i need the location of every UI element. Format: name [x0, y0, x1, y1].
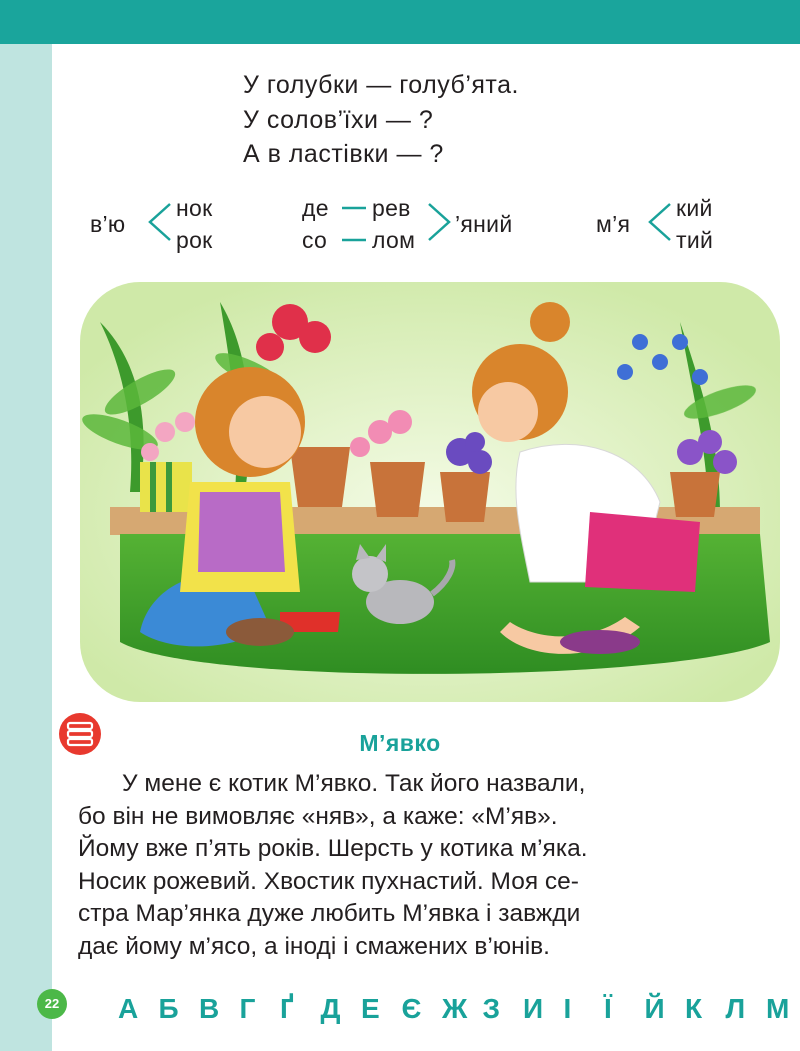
alphabet-letter: Ж	[442, 993, 468, 1024]
word-building-exercise	[0, 190, 800, 260]
branch-bracket-icon	[646, 200, 676, 244]
syllable-ending: тий	[676, 227, 714, 253]
syllable-suffix: ’яний	[455, 211, 513, 237]
alphabet-letter: В	[199, 993, 220, 1024]
syllable-ending: рок	[176, 227, 213, 253]
alphabet-letter: Д	[320, 993, 341, 1024]
join-bracket-icon	[425, 200, 455, 244]
story-line: У мене є котик М’явко. Так його назвали,	[122, 770, 586, 797]
alphabet-letter: З	[482, 993, 501, 1024]
dash-icon	[340, 230, 368, 250]
alphabet-letter: Б	[158, 993, 179, 1024]
alphabet-letter: Л	[725, 993, 746, 1024]
alphabet-letter: А	[118, 993, 139, 1024]
alphabet-letter: Е	[361, 993, 380, 1024]
alphabet-strip	[118, 993, 800, 1025]
poem	[243, 68, 519, 172]
syllable-prefix: в’ю	[90, 211, 126, 237]
story-line: бо він не вимовляє «няв», а каже: «М’яв».	[78, 802, 558, 830]
alphabet-letter: Є	[401, 993, 422, 1024]
syllable: де	[302, 195, 329, 221]
story-line: стра Мар’янка дуже любить М’явка і завжди	[78, 900, 581, 927]
alphabet-letter: М	[766, 993, 790, 1024]
syllable-ending: кий	[676, 195, 713, 221]
syllable: рев	[372, 195, 411, 221]
alphabet-letter: І	[563, 993, 572, 1024]
top-color-band	[0, 0, 800, 44]
branch-bracket-icon	[146, 200, 176, 244]
syllable: со	[302, 227, 328, 253]
story-text	[78, 768, 744, 963]
poem-line: У голубки — голуб’ята.	[243, 71, 519, 99]
story-title: М’явко	[359, 730, 441, 756]
alphabet-letter: Г	[239, 993, 256, 1024]
dash-icon	[340, 198, 368, 218]
alphabet-letter: Ґ	[280, 993, 294, 1024]
syllable-ending: нок	[176, 195, 213, 221]
poem-line: У солов’їхи — ?	[243, 105, 434, 134]
story-line: дає йому м’ясо, а іноді і смажених в’юнів.	[78, 932, 550, 960]
page-number: 22	[37, 989, 67, 1019]
alphabet-letter: Й	[644, 993, 665, 1024]
syllable: лом	[372, 227, 416, 253]
syllable-prefix: м’я	[596, 211, 631, 237]
alphabet-letter: К	[685, 993, 703, 1024]
girls-with-kitten-illustration	[80, 282, 780, 702]
alphabet-letter: И	[523, 993, 544, 1024]
poem-line: А в ластівки — ?	[243, 140, 444, 168]
story-line: Йому вже п’ять років. Шерсть у котика м’яка.	[78, 835, 588, 862]
story-line: Носик рожевий. Хвостик пухнастий. Моя се-	[78, 867, 579, 895]
alphabet-letter: Ї	[604, 993, 612, 1024]
